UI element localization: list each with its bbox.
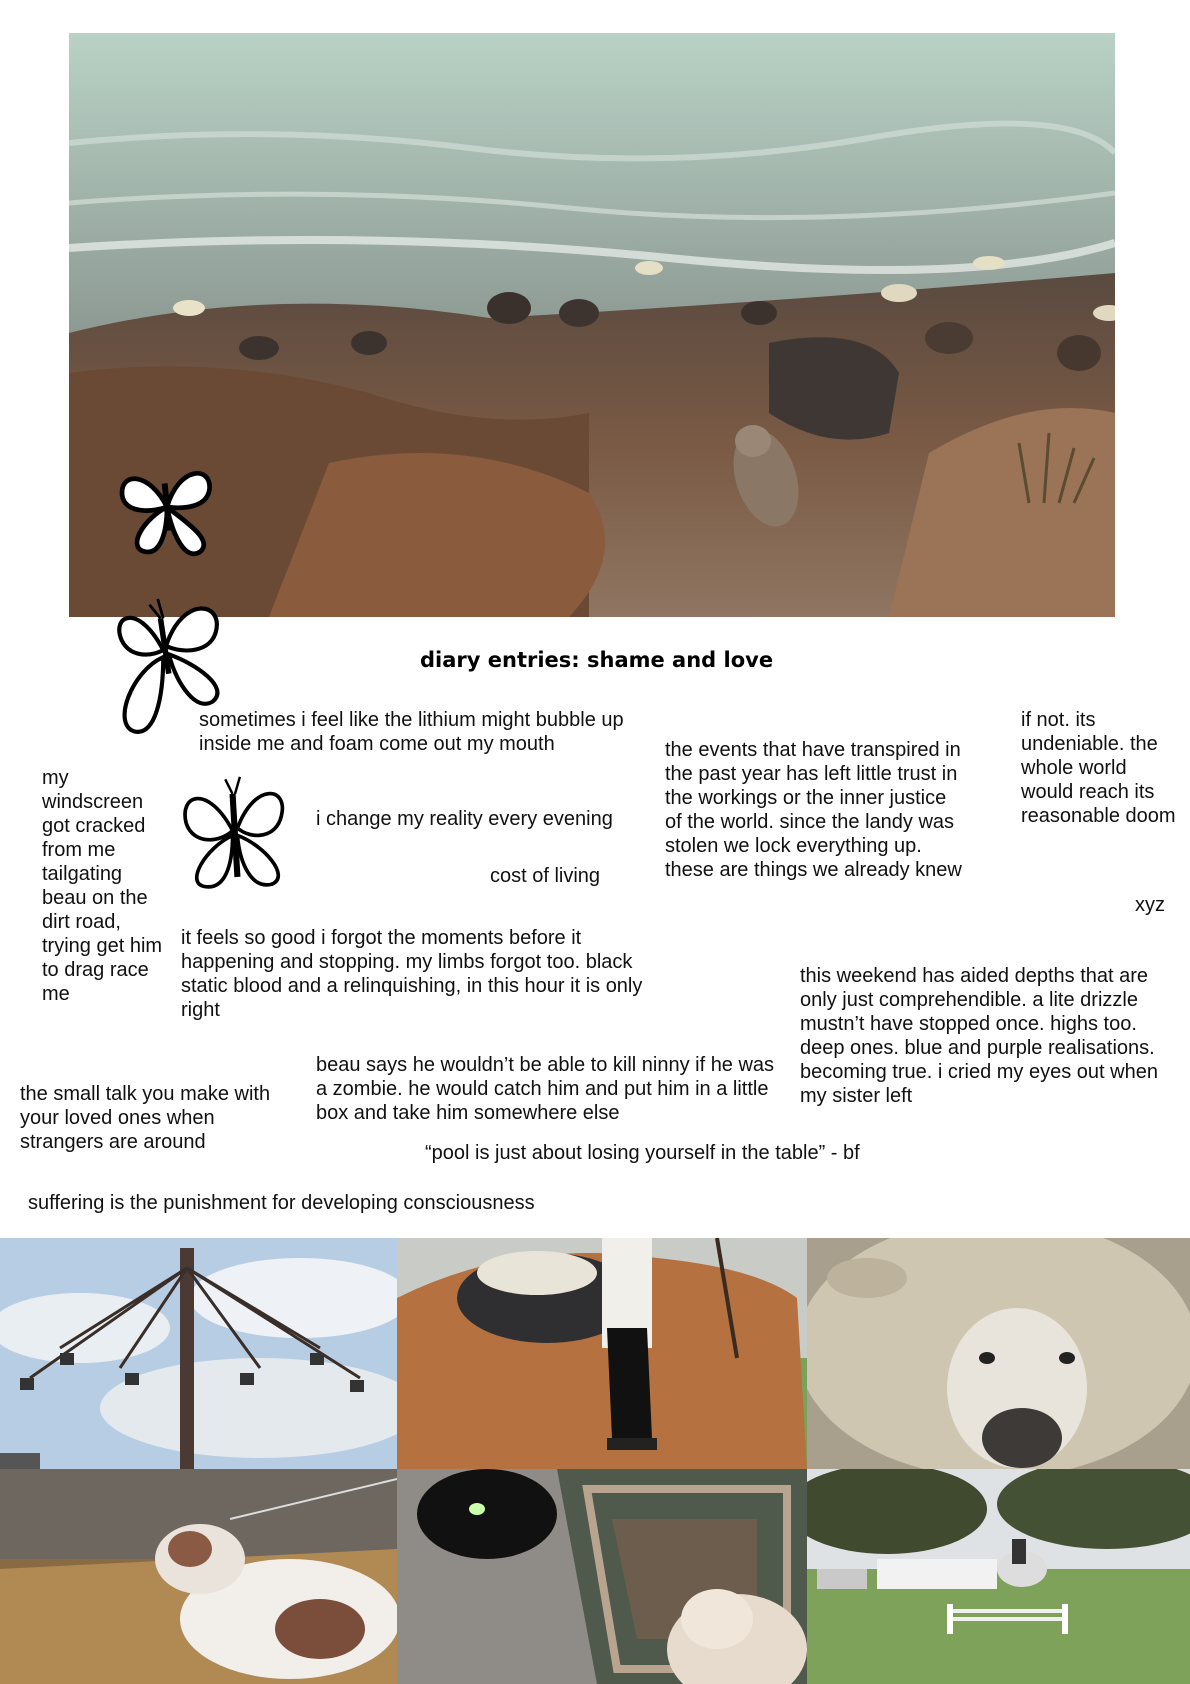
entry-beau: beau says he wouldn’t be able to kill ninny if he was a zombie. he would catch him and put him in a little box and take him somewhere else bbox=[316, 1054, 775, 1124]
swing-ride-photo bbox=[0, 1238, 397, 1469]
entry-feels-so-good: it feels so good i forgot the moments before it happening and stopping. my limbs forgot too. black static blood and a relinquishing, in this hour it is only right bbox=[181, 927, 643, 1021]
cats-on-rug-photo bbox=[397, 1469, 807, 1684]
entry-cost-of-living: cost of living bbox=[490, 865, 601, 887]
entry-if-not: if not. its undeniable. the whole world would reach its reasonable doom bbox=[1021, 709, 1176, 827]
entry-windscreen: my windscreen got cracked from me tailgating beau on the dirt road, trying get him to drag race me bbox=[42, 767, 163, 1005]
page-title: diary entries: shame and love bbox=[420, 648, 774, 672]
entry-suffering: suffering is the punishment for developing consciousness bbox=[28, 1192, 535, 1214]
horse-rider-photo bbox=[397, 1238, 807, 1469]
entry-events: the events that have transpired in the past year has left little trust in the workings or the inner justice of the world. since the landy was stolen we lock everything up. these are things we already knew bbox=[665, 739, 962, 881]
sheep-photo bbox=[807, 1238, 1190, 1469]
entry-pool-quote: “pool is just about losing yourself in the table” - bf bbox=[425, 1142, 860, 1164]
entry-lithium: sometimes i feel like the lithium might bubble up inside me and foam come out my mouth bbox=[199, 709, 624, 755]
show-jumping-photo bbox=[807, 1469, 1190, 1684]
entry-reality: i change my reality every evening bbox=[316, 808, 613, 830]
entry-small-talk: the small talk you make with your loved ones when strangers are around bbox=[20, 1083, 271, 1153]
butterfly-icon bbox=[108, 448, 226, 566]
calf-in-hay-photo bbox=[0, 1469, 397, 1684]
entry-xyz: xyz bbox=[1135, 894, 1165, 916]
entry-weekend: this weekend has aided depths that are only just comprehendible. a lite drizzle mustn’t have stopped once. highs too. deep ones. blue and purple realisations. becoming true. i cried my eyes out when my sister left bbox=[800, 965, 1158, 1107]
butterfly-icon bbox=[172, 772, 298, 894]
